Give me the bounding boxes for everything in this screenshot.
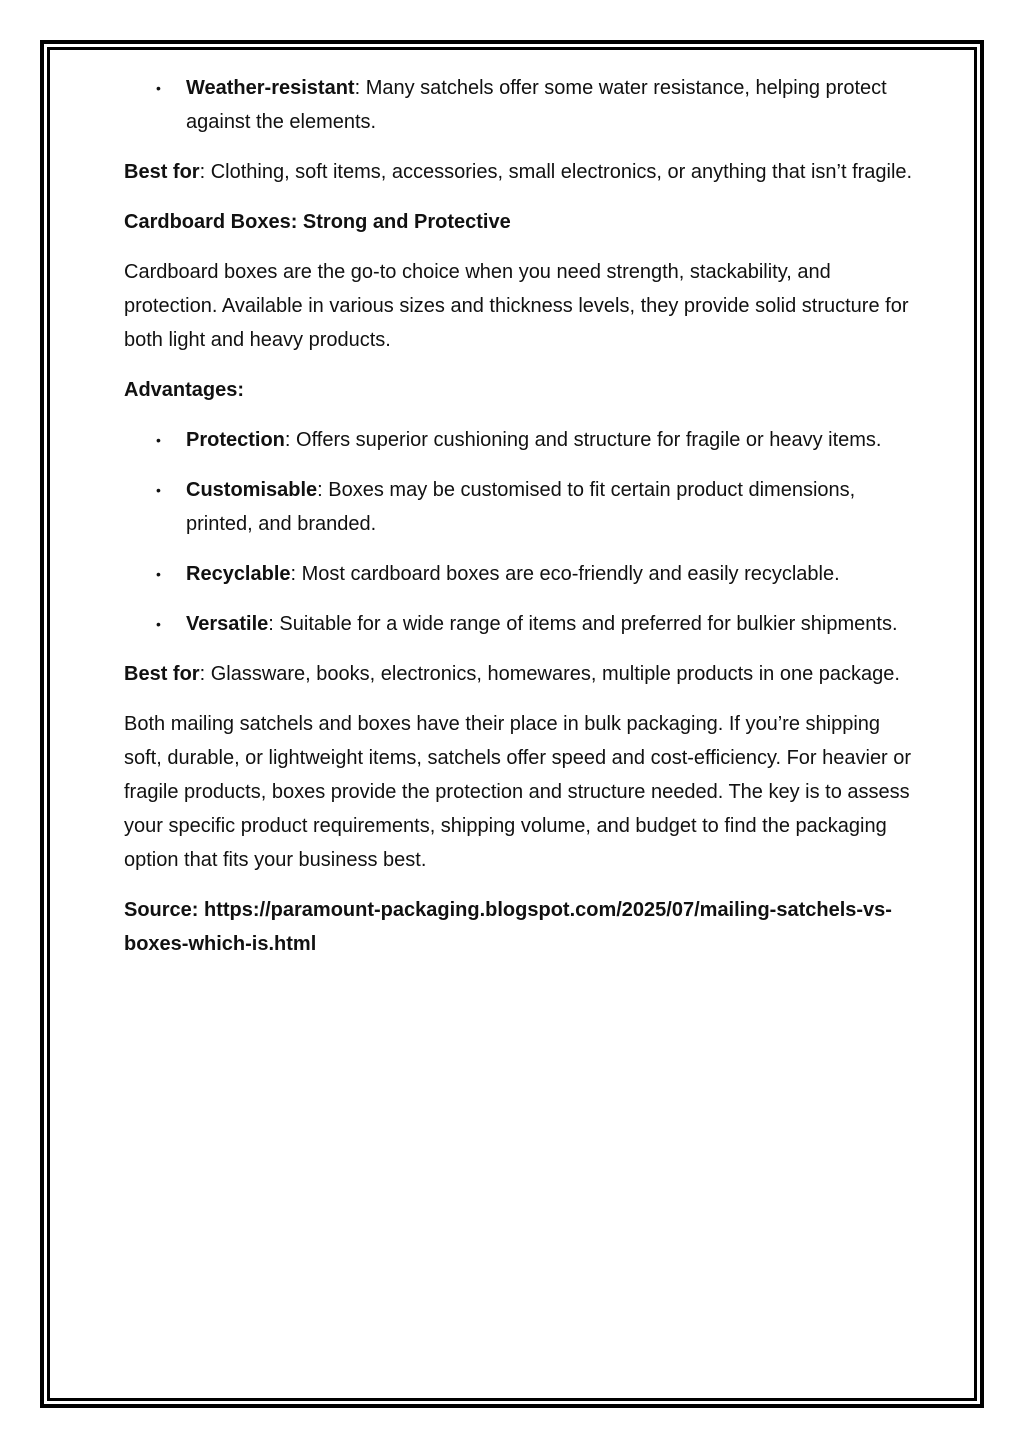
bullet-term: Protection (186, 429, 285, 451)
bullet-term: Recyclable (186, 563, 291, 585)
boxes-best-for (124, 657, 914, 691)
bullet-icon: • (156, 80, 161, 96)
satchels-best-for (124, 155, 914, 189)
bullet-term: Customisable (186, 479, 318, 501)
bullet-icon: • (156, 616, 161, 632)
bullet-versatile (124, 607, 914, 641)
bullet-text: : Boxes may be customised to fit certain product dimensions, printed, and branded. (186, 479, 856, 535)
bullet-protection (124, 423, 914, 457)
boxes-heading: Cardboard Boxes: Strong and Protective (124, 211, 511, 233)
bullet-icon: • (156, 566, 161, 582)
best-for-label: Best for (124, 161, 200, 183)
bullet-icon: • (156, 482, 161, 498)
bullet-customisable (124, 473, 914, 541)
conclusion-paragraph: Both mailing satchels and boxes have their place in bulk packaging. If you’re shipping soft, durable, or lightweight items, satchels offer speed and cost-efficiency. For heavier or fragile products, boxes provide the protection and structure needed. The key is to assess your specific product requirements, shipping volume, and budget to find the packaging option that fits your business best. (124, 713, 912, 871)
best-for-label: Best for (124, 663, 200, 685)
best-for-text: : Clothing, soft items, accessories, small electronics, or anything that isn’t fragile. (199, 161, 913, 183)
intro-bullet-list (124, 71, 914, 139)
document-body (124, 71, 914, 961)
boxes-intro-paragraph: Cardboard boxes are the go-to choice when you need strength, stackability, and protection. Available in various sizes and thickness levels, they provide solid structure for both light and heavy products. (124, 261, 909, 351)
bullet-text: : Most cardboard boxes are eco-friendly and easily recyclable. (290, 563, 840, 585)
bullet-text: : Suitable for a wide range of items and preferred for bulkier shipments. (268, 613, 898, 635)
bullet-text: : Offers superior cushioning and structure for fragile or heavy items. (284, 429, 882, 451)
source-citation: Source: https://paramount-packaging.blogspot.com/2025/07/mailing-satchels-vs-boxes-which-is.html (124, 899, 892, 955)
bullet-term: Versatile (186, 613, 269, 635)
advantages-bullet-list (124, 423, 914, 641)
bullet-icon: • (156, 432, 161, 448)
bullet-text: : Many satchels offer some water resistance, helping protect against the elements. (186, 77, 887, 133)
advantages-heading: Advantages: (124, 379, 245, 401)
bullet-term: Weather-resistant (186, 77, 355, 99)
bullet-weather-resistant (124, 71, 914, 139)
bullet-recyclable (124, 557, 914, 591)
best-for-text: : Glassware, books, electronics, homewares, multiple products in one package. (199, 663, 900, 685)
